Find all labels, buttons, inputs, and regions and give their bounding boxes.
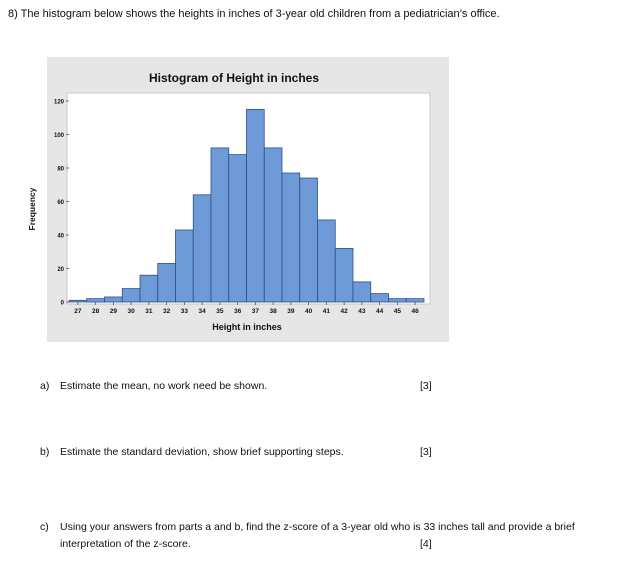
x-tick-label: 46 bbox=[411, 308, 419, 315]
histogram-bar bbox=[406, 299, 424, 302]
x-tick-label: 27 bbox=[74, 308, 82, 315]
x-tick-label: 38 bbox=[269, 308, 277, 315]
x-tick-label: 45 bbox=[393, 308, 401, 315]
part-a-letter: a) bbox=[40, 380, 50, 392]
part-a bbox=[40, 380, 620, 394]
y-axis-label: Frequency bbox=[27, 187, 37, 231]
histogram-bar bbox=[105, 297, 123, 302]
x-tick-label: 31 bbox=[145, 308, 153, 315]
histogram-bar bbox=[282, 173, 300, 302]
histogram-bar bbox=[353, 282, 371, 302]
x-tick-label: 29 bbox=[109, 308, 117, 315]
part-a-marks: [3] bbox=[420, 380, 432, 392]
histogram-bar bbox=[300, 178, 318, 302]
histogram-panel bbox=[27, 57, 449, 342]
part-a-text: Estimate the mean, no work need be shown. bbox=[60, 380, 268, 392]
histogram-bar bbox=[247, 109, 265, 302]
x-tick-label: 33 bbox=[180, 308, 188, 315]
y-tick-label: 0 bbox=[60, 300, 64, 307]
y-tick-label: 40 bbox=[57, 233, 64, 240]
chart-title: Histogram of Height in inches bbox=[148, 71, 320, 85]
part-c-text: Using your answers from parts a and b, find the z-score of a 3-year old who is 33 inches tall and provide a brief bbox=[60, 521, 575, 533]
histogram-bar bbox=[193, 195, 211, 302]
y-tick-label: 80 bbox=[57, 166, 64, 173]
histogram-bar bbox=[229, 155, 247, 302]
x-tick-label: 36 bbox=[234, 308, 242, 315]
histogram-bar bbox=[211, 148, 229, 302]
x-tick-label: 40 bbox=[305, 308, 313, 315]
y-tick-label: 100 bbox=[53, 133, 64, 139]
histogram-bar bbox=[176, 230, 194, 302]
part-b-marks: [3] bbox=[420, 446, 432, 458]
x-tick-label: 43 bbox=[358, 308, 366, 315]
part-c bbox=[40, 521, 630, 553]
x-tick-label: 42 bbox=[340, 308, 348, 315]
histogram-bar bbox=[122, 289, 140, 302]
histogram-bar bbox=[158, 263, 176, 302]
y-tick-label: 20 bbox=[57, 267, 64, 273]
x-tick-label: 32 bbox=[163, 308, 171, 315]
histogram-bar bbox=[264, 148, 282, 302]
histogram-bar bbox=[69, 300, 87, 302]
histogram-bar bbox=[371, 294, 389, 302]
histogram-chart bbox=[27, 57, 449, 342]
y-tick-label: 120 bbox=[53, 99, 64, 106]
x-tick-label: 37 bbox=[251, 308, 259, 315]
x-tick-label: 34 bbox=[198, 308, 206, 315]
histogram-bar bbox=[87, 299, 105, 302]
question-title: 8) The histogram below shows the heights in inches of 3-year old children from a pediatrician’s office. bbox=[8, 8, 500, 20]
part-c-marks: [4] bbox=[420, 538, 432, 550]
part-c-text-line2: interpretation of the z-score. bbox=[60, 538, 191, 550]
x-tick-label: 35 bbox=[216, 308, 224, 315]
part-b-text: Estimate the standard deviation, show brief supporting steps. bbox=[60, 446, 344, 458]
histogram-bar bbox=[335, 248, 353, 302]
histogram-bar bbox=[318, 220, 336, 302]
histogram-bar bbox=[140, 275, 158, 302]
x-tick-label: 30 bbox=[127, 308, 135, 315]
part-b bbox=[40, 446, 620, 460]
y-tick-label: 60 bbox=[57, 200, 64, 206]
histogram-bar bbox=[389, 299, 407, 302]
x-tick-label: 44 bbox=[376, 308, 384, 315]
x-axis-label: Height in inches bbox=[212, 322, 282, 332]
x-tick-label: 41 bbox=[322, 308, 330, 315]
x-tick-label: 28 bbox=[92, 308, 100, 315]
part-c-letter: c) bbox=[40, 521, 49, 533]
part-b-letter: b) bbox=[40, 446, 50, 458]
x-tick-label: 39 bbox=[287, 308, 295, 315]
